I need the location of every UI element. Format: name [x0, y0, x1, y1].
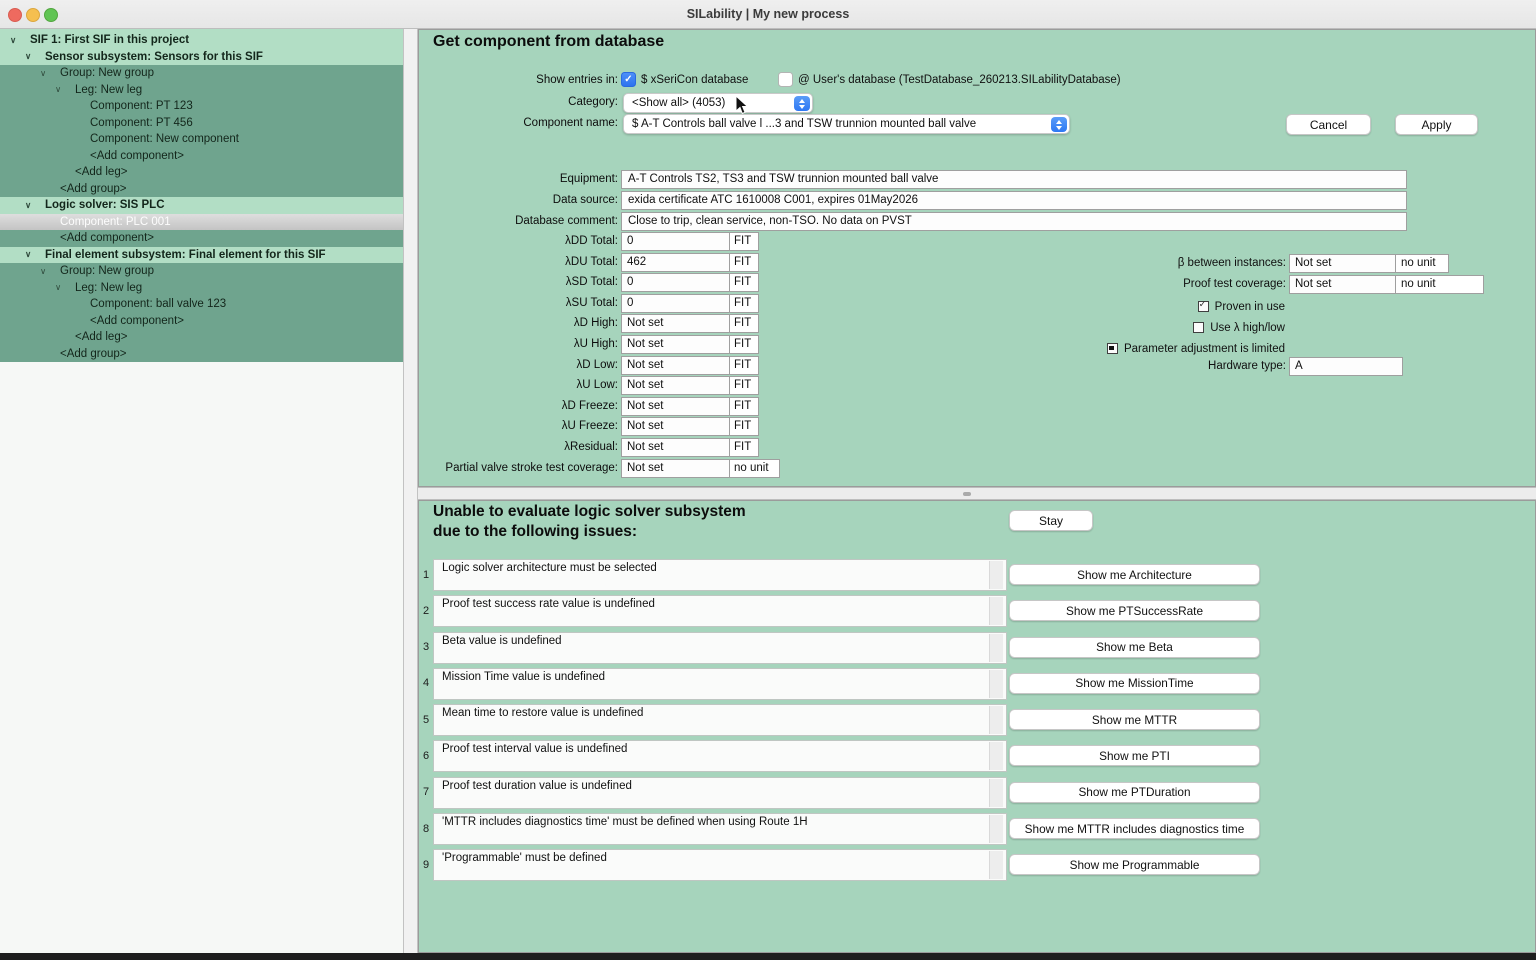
- lambda-value-field[interactable]: Not set: [621, 417, 736, 436]
- tree-item-label: Logic solver: SIS PLC: [45, 199, 165, 212]
- beta-value-field[interactable]: Not set: [1289, 254, 1403, 273]
- lambda-label: λResidual:: [564, 440, 618, 453]
- issue-box-scroll-strip: [989, 742, 1003, 770]
- tree-item-label: Final element subsystem: Final element for this SIF: [45, 248, 326, 261]
- tree-item-label: <Add component>: [90, 314, 184, 327]
- hardware-type-label: Hardware type:: [1208, 360, 1286, 372]
- tree-item[interactable]: [0, 346, 403, 363]
- tree-item[interactable]: [0, 214, 403, 231]
- tree-item-label: <Add leg>: [75, 166, 128, 179]
- tree-item[interactable]: [0, 329, 403, 346]
- info-rows: [419, 170, 1535, 233]
- issue-box-scroll-strip: [989, 779, 1003, 807]
- lambda-unit-box: FIT: [729, 314, 759, 333]
- show-entries-label: Show entries in:: [536, 74, 618, 86]
- option-row[interactable]: [1019, 296, 1285, 317]
- issue-box-scroll-strip: [989, 851, 1003, 879]
- bottom-edge-bar: [0, 953, 1536, 960]
- component-name-label: Component name:: [523, 117, 618, 129]
- issue-text: Mission Time value is undefined: [442, 670, 605, 683]
- issue-number: 2: [422, 604, 430, 617]
- info-row: [419, 212, 1535, 233]
- beta-row: [1019, 254, 1536, 275]
- tree-item-label: Component: PLC 001: [60, 215, 171, 228]
- issue-text: Logic solver architecture must be selected: [442, 562, 657, 574]
- issue-text: 'MTTR includes diagnostics time' must be defined when using Route 1H: [442, 816, 808, 829]
- issue-text: Mean time to restore value is undefined: [442, 707, 644, 720]
- info-field[interactable]: Close to trip, clean service, non-TSO. No data on PVST: [621, 212, 1407, 231]
- tree-item-label: <Add leg>: [75, 331, 128, 344]
- issue-row: [419, 595, 1535, 631]
- tree-item-label: Component: New component: [90, 133, 239, 146]
- lambda-unit-box: no unit: [729, 459, 780, 478]
- lambda-row: [419, 294, 1535, 315]
- issue-number: 9: [422, 858, 430, 871]
- database-option-label: $ xSeriCon database: [641, 73, 749, 86]
- beta-unit-box: no unit: [1395, 254, 1449, 273]
- issue-box-scroll-strip: [989, 706, 1003, 734]
- issue-number: 8: [422, 822, 430, 835]
- beta-value-field[interactable]: Not set: [1289, 275, 1403, 294]
- checkbox-icon[interactable]: [1198, 301, 1209, 312]
- issue-number: 5: [422, 713, 430, 726]
- panel-title: Get component from database: [433, 33, 665, 50]
- issue-row: [419, 559, 1535, 595]
- hardware-type-field[interactable]: A: [1289, 357, 1403, 376]
- issue-text-box: [433, 632, 1007, 664]
- beta-label: Proof test coverage:: [1183, 278, 1286, 290]
- mixed-state-icon: [1109, 346, 1114, 351]
- issue-text-box: [433, 740, 1007, 772]
- stay-button[interactable]: Stay: [1009, 510, 1093, 531]
- tree-item-label: Component: ball valve 123: [90, 298, 227, 311]
- component-name-dropdown[interactable]: [623, 114, 1070, 134]
- lambda-row: [419, 459, 1535, 480]
- show-me-button[interactable]: Show me Programmable: [1009, 854, 1260, 875]
- lambda-label: λDU Total:: [565, 255, 618, 268]
- chevron-down-icon[interactable]: ∨: [25, 51, 32, 62]
- stepper-icon[interactable]: [794, 96, 810, 111]
- tree-item[interactable]: [0, 49, 403, 66]
- check-icon: ✓: [1198, 299, 1207, 310]
- divider-grabber-icon[interactable]: [963, 492, 971, 496]
- chevron-down-icon[interactable]: ∨: [10, 34, 17, 45]
- issue-number: 7: [422, 786, 430, 799]
- chevron-down-icon[interactable]: ∨: [40, 265, 47, 276]
- lambda-label: λD High:: [573, 317, 618, 330]
- issue-text-box: [433, 668, 1007, 700]
- issue-text-box: [433, 849, 1007, 881]
- lambda-value-field[interactable]: 0: [621, 294, 736, 313]
- lambda-unit-box: FIT: [729, 438, 759, 457]
- lambda-unit-box: FIT: [729, 356, 759, 375]
- show-me-button[interactable]: Show me PTSuccessRate: [1009, 600, 1260, 621]
- lambda-unit-box: FIT: [729, 294, 759, 313]
- beta-rows: [1019, 254, 1536, 296]
- tree-item[interactable]: [0, 148, 403, 165]
- tree-item[interactable]: [0, 131, 403, 148]
- tree-item-label: Leg: New leg: [75, 281, 143, 294]
- lambda-row: [419, 417, 1535, 438]
- database-options: [621, 72, 1121, 87]
- issues-panel: [418, 500, 1536, 953]
- issue-text: Proof test duration value is undefined: [442, 779, 632, 792]
- sif-tree-sidebar: [0, 29, 403, 953]
- option-label: Proven in use: [1214, 300, 1285, 313]
- option-row[interactable]: [1019, 317, 1285, 338]
- tree-item[interactable]: [0, 181, 403, 198]
- lambda-label: λU Freeze:: [561, 420, 618, 433]
- issue-row: [419, 704, 1535, 740]
- option-row[interactable]: [1019, 338, 1285, 359]
- lambda-unit-box: FIT: [729, 376, 759, 395]
- tree-item-label: Group: New group: [60, 265, 154, 278]
- option-label: Parameter adjustment is limited: [1123, 342, 1285, 355]
- show-me-button[interactable]: Show me Architecture: [1009, 564, 1260, 585]
- tree-item-label: <Add group>: [60, 347, 127, 360]
- info-row: [419, 191, 1535, 212]
- sif-tree: [0, 29, 403, 362]
- database-checkbox-option[interactable]: [621, 72, 778, 87]
- show-me-button[interactable]: Show me PTDuration: [1009, 782, 1260, 803]
- issue-row: [419, 813, 1535, 849]
- beta-label: β between instances:: [1177, 257, 1286, 269]
- lambda-value-field[interactable]: Not set: [621, 459, 736, 478]
- chevron-down-icon[interactable]: ∨: [40, 67, 47, 78]
- lambda-unit-box: FIT: [729, 273, 759, 292]
- check-icon: ✓: [624, 73, 633, 85]
- show-me-button[interactable]: Show me PTI: [1009, 745, 1260, 766]
- lambda-row: [419, 314, 1535, 335]
- stepper-icon[interactable]: [1051, 117, 1067, 132]
- info-field[interactable]: exida certificate ATC 1610008 C001, expires 01May2026: [621, 191, 1407, 210]
- tree-item-label: SIF 1: First SIF in this project: [30, 34, 190, 47]
- issue-text-box: [433, 595, 1007, 627]
- tree-item[interactable]: [0, 98, 403, 115]
- lambda-unit-box: FIT: [729, 232, 759, 251]
- category-label: Category:: [568, 96, 618, 108]
- issue-number: 3: [422, 641, 430, 654]
- issue-box-scroll-strip: [989, 634, 1003, 662]
- tree-item[interactable]: [0, 280, 403, 297]
- checkbox-icon[interactable]: [778, 72, 793, 87]
- tree-item-label: <Add component>: [60, 232, 154, 245]
- lambda-value-field[interactable]: 0: [621, 232, 736, 251]
- issue-box-scroll-strip: [989, 597, 1003, 625]
- lambda-label: λD Low:: [576, 358, 618, 371]
- lambda-label: λSU Total:: [565, 296, 618, 309]
- issue-row: [419, 740, 1535, 776]
- lambda-row: [419, 397, 1535, 418]
- issue-number: 6: [422, 749, 430, 762]
- lambda-unit-box: FIT: [729, 397, 759, 416]
- info-field[interactable]: A-T Controls TS2, TS3 and TSW trunnion mounted ball valve: [621, 170, 1407, 189]
- sidebar-scrollbar[interactable]: [403, 29, 418, 953]
- chevron-down-icon[interactable]: ∨: [55, 84, 62, 95]
- issue-text-box: [433, 704, 1007, 736]
- tree-item-label: <Add group>: [60, 182, 127, 195]
- beta-unit-box: no unit: [1395, 275, 1484, 294]
- lambda-row: [419, 438, 1535, 459]
- lambda-row: [419, 232, 1535, 253]
- issues-list: [419, 559, 1535, 886]
- apply-button[interactable]: Apply: [1395, 114, 1478, 135]
- issue-text: Beta value is undefined: [442, 634, 562, 647]
- issue-text-box: [433, 777, 1007, 809]
- cancel-button[interactable]: Cancel: [1286, 114, 1371, 135]
- lambda-value-field[interactable]: Not set: [621, 376, 736, 395]
- issue-text: 'Programmable' must be defined: [442, 852, 607, 865]
- tree-item[interactable]: [0, 164, 403, 181]
- tree-item[interactable]: [0, 82, 403, 99]
- show-me-button[interactable]: Show me MTTR includes diagnostics time: [1009, 818, 1260, 839]
- get-component-panel: [418, 29, 1536, 487]
- tree-item[interactable]: [0, 247, 403, 264]
- tree-item-label: <Add component>: [90, 149, 184, 162]
- tree-item[interactable]: [0, 230, 403, 247]
- category-row: [419, 93, 1535, 113]
- info-label: Equipment:: [559, 173, 618, 185]
- category-dropdown[interactable]: [623, 93, 813, 113]
- lambda-label: λD Freeze:: [561, 399, 618, 412]
- tree-item[interactable]: [0, 197, 403, 214]
- tree-item[interactable]: [0, 296, 403, 313]
- issues-title-line2: due to the following issues:: [433, 523, 638, 540]
- issue-box-scroll-strip: [989, 670, 1003, 698]
- issue-box-scroll-strip: [989, 561, 1003, 589]
- tree-item-label: Sensor subsystem: Sensors for this SIF: [45, 50, 263, 63]
- database-option-label: @ User's database (TestDatabase_260213.SILabilityDatabase): [798, 73, 1121, 86]
- issue-row: [419, 668, 1535, 704]
- lambda-value-field[interactable]: Not set: [621, 356, 736, 375]
- chevron-down-icon[interactable]: ∨: [55, 282, 62, 293]
- issue-box-scroll-strip: [989, 815, 1003, 843]
- lambda-label: Partial valve stroke test coverage:: [445, 461, 618, 474]
- tree-item-label: Component: PT 456: [90, 116, 193, 129]
- lambda-label: λU High:: [573, 337, 618, 350]
- show-entries-row: [419, 71, 1535, 89]
- issues-title-line1: Unable to evaluate logic solver subsystem: [433, 503, 746, 520]
- issue-row: [419, 777, 1535, 813]
- panel-divider[interactable]: [418, 487, 1536, 500]
- lambda-value-field[interactable]: 0: [621, 273, 736, 292]
- chevron-down-icon[interactable]: ∨: [25, 249, 32, 260]
- tree-item[interactable]: [0, 263, 403, 280]
- checkbox-icon[interactable]: [1193, 322, 1204, 333]
- lambda-value-field[interactable]: Not set: [621, 314, 736, 333]
- tree-item-label: Leg: New leg: [75, 83, 143, 96]
- titlebar: [0, 0, 1536, 29]
- tree-item[interactable]: [0, 65, 403, 82]
- component-name-value: $ A-T Controls ball valve l ...3 and TSW trunnion mounted ball valve: [632, 118, 977, 130]
- issue-row: [419, 849, 1535, 885]
- lambda-value-field[interactable]: 462: [621, 253, 736, 272]
- tree-item[interactable]: [0, 115, 403, 132]
- lambda-row: [419, 335, 1535, 356]
- lambda-label: λU Low:: [576, 379, 618, 392]
- checkbox-icon[interactable]: [621, 72, 636, 87]
- checkbox-icon[interactable]: [1107, 343, 1118, 354]
- window-title: SILability | My new process: [686, 7, 850, 21]
- beta-row: [1019, 275, 1536, 296]
- tree-item[interactable]: [0, 313, 403, 330]
- lambda-unit-box: FIT: [729, 335, 759, 354]
- lambda-label: λDD Total:: [565, 235, 618, 247]
- show-me-button[interactable]: Show me MissionTime: [1009, 673, 1260, 694]
- info-label: Data source:: [552, 194, 618, 206]
- category-value: <Show all> (4053): [632, 97, 726, 109]
- option-label: Use λ high/low: [1210, 321, 1285, 334]
- lambda-unit-box: FIT: [729, 253, 759, 272]
- show-me-button[interactable]: Show me Beta: [1009, 637, 1260, 658]
- info-label: Database comment:: [515, 215, 618, 227]
- issue-number: 4: [422, 677, 430, 690]
- lambda-value-field[interactable]: Not set: [621, 438, 736, 457]
- issue-text-box: [433, 559, 1007, 591]
- tree-item[interactable]: [0, 32, 403, 49]
- lambda-value-field[interactable]: Not set: [621, 335, 736, 354]
- lambda-unit-box: FIT: [729, 417, 759, 436]
- tree-item-label: Group: New group: [60, 67, 154, 80]
- show-me-button[interactable]: Show me MTTR: [1009, 709, 1260, 730]
- hardware-type-row: [1019, 357, 1536, 378]
- issue-text: Proof test success rate value is undefined: [442, 598, 655, 611]
- lambda-value-field[interactable]: Not set: [621, 397, 736, 416]
- info-row: [419, 170, 1535, 191]
- issue-text: Proof test interval value is undefined: [442, 743, 628, 756]
- database-checkbox-option[interactable]: [778, 72, 1121, 87]
- issue-text-box: [433, 813, 1007, 845]
- issue-number: 1: [422, 568, 430, 581]
- lambda-label: λSD Total:: [565, 276, 618, 289]
- lambda-row: [419, 376, 1535, 397]
- option-checkboxes: [1019, 296, 1285, 359]
- tree-item-label: Component: PT 123: [90, 100, 193, 113]
- chevron-down-icon[interactable]: ∨: [25, 199, 32, 210]
- issue-row: [419, 632, 1535, 668]
